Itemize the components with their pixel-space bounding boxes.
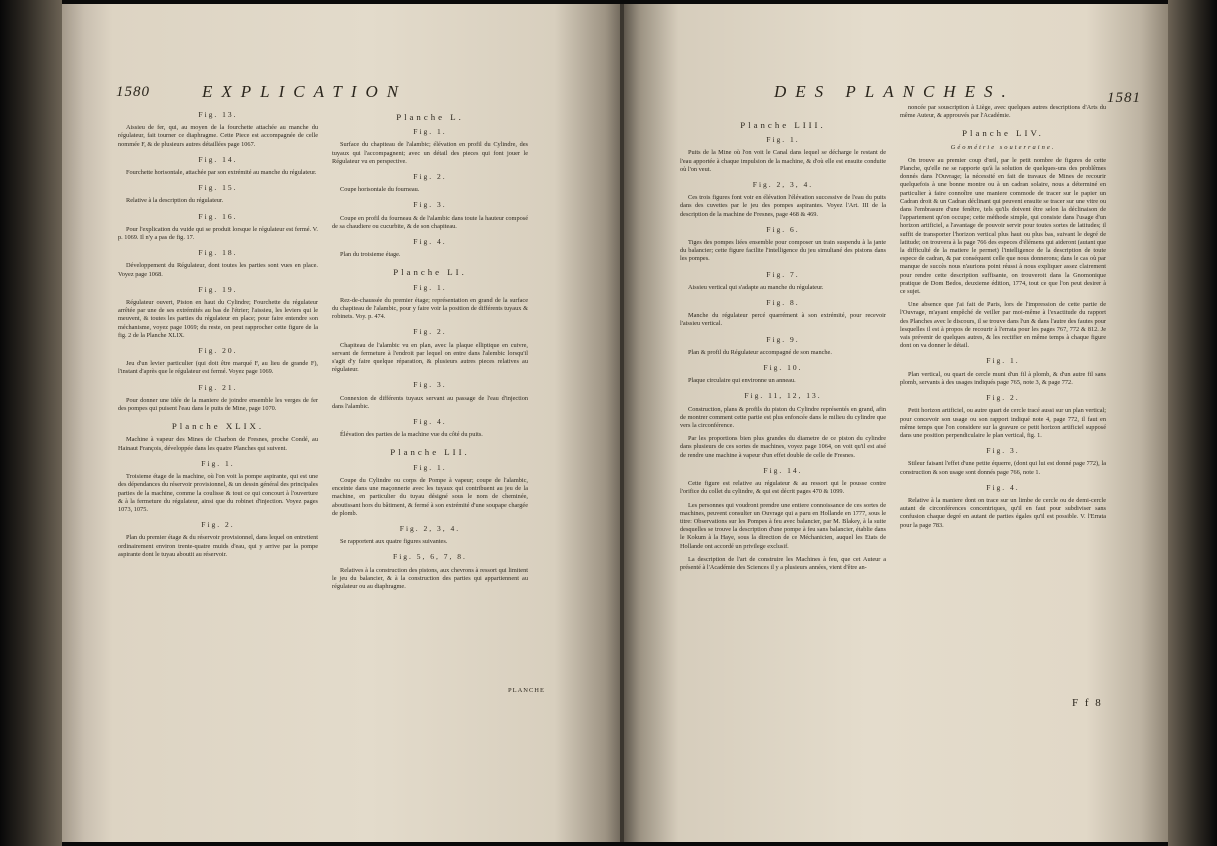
figure-caption: Fig. 19. (198, 284, 238, 294)
paragraph: On trouve au premier coup d'œil, par le petit nombre de figures de cette Planche, qu'elle ne se rapporte qu'à la solution de quelques-uns des problêmes donnés dans l'Ouvrage; la nécessité en fait de travaux de Mines de recourir quelquefois à une bonne montre ou à un cadran solaire, nous a déterminé en particulier à faire connoître une maniere commode de tracer sur le papier un Cadran droit & un Cadran déclinant qui peuvent ensuite se tracer sur une vitre ou dans l'embrasure d'une fenêtre, tels qu'ils doivent être selon la déclinaison de l'appartement qu'on occupe; cette méthode simple, qui consiste dans l'usage d'un horizon artificiel, a l'avantage de pouvoir servir pour toutes sortes de latitudes; il suffit de transporter l'horizon vertical plus haut ou plus bas, suivant le degré de latitude; on trouvera à la page 766 des especes d'élémens qui aideront (autant que la difficulté de la matiere le permet) l'intelligence de la description de toute espece de cadran, & par conséquent celle que nous donnerons; dans le cas où par manque de succès nous n'aurions point réussi à nous expliquer assez clairement pour rendre cette description suffisante, on trouveroit dans la Gnomonique pratique de Dom Bedos, deuxieme édition, 1774, tout ce que l'on peut desirer à ce sujet. (900, 156, 1106, 296)
right-column-2 (900, 104, 1106, 535)
left-column-1 (118, 104, 318, 564)
figure-caption: Fig. 1. (201, 458, 235, 468)
paragraph: Rez-de-chaussée du premier étage; représentation en grand de la surface du chapiteau de l'alambic, pour y faire voir la position de différents tuyaux & robinets. Voy. p. 474. (332, 296, 528, 321)
paragraph: Cette figure est relative au régulateur & au ressort qui le pousse contre l'orifice du collet du cylindre, & qui est décrit pages 470 & 1099. (680, 480, 886, 496)
paragraph: Connexion de différents tuyaux servant au passage de l'eau d'injection dans l'alambic. (332, 394, 528, 410)
section-subheading: Géométrie souterraine. (950, 143, 1056, 151)
figure-caption: Fig. 9. (766, 334, 800, 344)
figure-caption: Fig. 7. (766, 269, 800, 279)
paragraph: Aissieu vertical qui s'adapte au manche du régulateur. (688, 283, 824, 291)
figure-caption: Fig. 1. (413, 127, 447, 137)
paragraph: Relative à la description du régulateur. (126, 197, 224, 205)
book-edge-left (0, 0, 62, 846)
plate-heading: Planche L. (396, 112, 464, 122)
figure-caption: Fig. 4. (413, 417, 447, 427)
right-page (624, 4, 1168, 842)
paragraph: La description de l'art de construire les Machines à feu, que cet Auteur a présenté à l'Académie des Sciences il y a plusieurs années, vient d'être an- (680, 555, 886, 571)
paragraph: Pour donner une idée de la maniere de joindre ensemble les verges de fer des pompes qui puisent l'eau dans le puits de Mine, page 1070. (118, 396, 318, 413)
paragraph: Stileur faisant l'effet d'une petite équerre, (dont qui lui est donné page 772), la construction & son usage sont donnés page 766, note 1. (900, 460, 1106, 476)
left-catchword: PLANCHE (508, 687, 545, 694)
left-column-2 (332, 104, 528, 596)
figure-caption: Fig. 3. (413, 380, 447, 390)
figure-caption: Fig. 18. (198, 248, 238, 258)
figure-caption: Fig. 6. (766, 224, 800, 234)
paragraph: Une absence que j'ai fait de Paris, lors de l'impression de cette partie de l'Ouvrage, m'ayant empêché de veiller par moi-même à l'exactitude du rapport des Planches avec le discours, il se trouve dans l'un & dans l'autre des fautes pour lesquelles il est à propos de recourir à l'errata pour les pages 767, 772 & 812. Je vais prévenir de quelques autres, & les rectifier en même temps à chaque figure dont on va donner le détail. (900, 301, 1106, 350)
paragraph: Plan du premier étage & du réservoir provisionnel, dans lequel on entretient ordinairement environ trente-quatre muids d'eau, qui y arrive par la pompe aspirante dont le tuyau aboutit au réservoir. (118, 534, 318, 558)
signature-mark: F f 8 (1072, 697, 1103, 709)
figure-caption: Fig. 1. (986, 356, 1020, 366)
paragraph: Ces trois figures font voir en élévation l'élévation successive de l'eau du puits dans des cuvettes par le jeu des pompes aspirantes. Voyez l'Art. III de la description de la machine de Fresnes, page 468 & 469. (680, 194, 886, 218)
paragraph: Les personnes qui voudront prendre une entiere connoissance de ces sortes de machines, peuvent consulter un Ouvrage qui a paru en Hollande en 1777, sous le titre: Observations sur les Pompes à feu avec balancier, par M. Blakey, à la suite desquelles se trouve la description d'une pompe à feu sans balancier, établie dans le Kokum à la Haye, sous la direction de ce Méchanicien, auquel les Etats de Hollande ont accordé un privilege exclusif. (680, 501, 886, 550)
paragraph: Plan & profil du Régulateur accompagné de son manche. (688, 348, 832, 356)
paragraph: Troisieme étage de la machine, où l'on voit la pompe aspirante, qui est une des dépendances du réservoir provisionnel, & un dessin général des principales parties de la machine, comme la coulisse & tout ce qui concourt à l'ouverture & à la fermeture du régulateur, ainsi que du robinet d'injection. Voyez pages 1073, 1075. (118, 473, 318, 513)
paragraph: Chapiteau de l'alambic vu en plan, avec la plaque elliptique en cuivre, servant de fermeture à l'endroit par lequel on entre dans l'alembic lorsqu'il s'agit d'y faire quelque réparation, & plusieurs autres pieces relatives au régulateur. (332, 341, 528, 374)
figure-caption: Fig. 4. (986, 482, 1020, 492)
paragraph: Relative à la maniere dont on trace sur un limbe de cercle ou de demi-cercle autant de circonférences concentriques, qu'il en faut pour subdiviser sans confusion chaque degré en autant de parties égales qu'il est possible. V. l'Errata pour la page 783. (900, 496, 1106, 529)
plate-heading: Planche LI. (393, 267, 467, 278)
plate-heading: Planche LIV. (962, 128, 1044, 139)
paragraph: Par les proportions bien plus grandes du diametre de ce piston du cylindre dans plusieurs de ces sortes de machines, voyez page 1064, on voit qu'il est aisé de rendre une machine à vapeur d'un effet double de celle de Fresnes. (680, 435, 886, 459)
paragraph: noncée par souscription à Liège, avec quelques autres descriptions d'Arts du même Auteur, & approuvés par l'Académie. (900, 104, 1106, 120)
paragraph: Se rapportent aux quatre figures suivantes. (340, 538, 448, 546)
figure-caption: Fig. 5, 6, 7, 8. (393, 552, 467, 562)
paragraph: Pour l'explication du vuide qui se produit lorsque le régulateur est fermé. V. p. 1069. Il n'y a pas de fig. 17. (118, 225, 318, 242)
paragraph: Puits de la Mine où l'on voit le Canal dans lequel se décharge le restant de l'eau apportée à chaque impulsion de la machine, & d'où elle est ensuite conduite où l'on veut. (680, 149, 886, 173)
figure-caption: Fig. 2, 3, 4. (752, 180, 814, 190)
figure-caption: Fig. 1. (766, 135, 800, 145)
paragraph: Coupe du Cylindre ou corps de Pompe à vapeur; coupe de l'alambic, enceinte dans une maçonnerie avec les tuyaux qui contribuent au jeu de la machine, en particulier du tuyau désigné sous le nom de cheminée, aboutissant hors du bâtiment, & fermé à son extrémité d'une soupape chargée de plomb. (332, 476, 528, 517)
paragraph: Petit horizon artificiel, ou autre quart de cercle tracé aussi sur un plan vertical; pour concevoir son usage ou son rapport indiqué note 4, page 772, il faut en même temps que l'on considere sur la gravure ce petit horizon artificiel supposé dans une position perpendiculaire le plan vertical, fig. 1. (900, 407, 1106, 439)
left-page-header: EXPLICATION (202, 82, 408, 101)
paragraph: Machine à vapeur des Mines de Charbon de Fresnes, proche Condé, au Hainaut François, développée dans les quatre Planches qui suivent. (118, 436, 318, 452)
figure-caption: Fig. 16. (198, 211, 238, 221)
paragraph: Manche du régulateur percé quarrément à son extrémité, pour recevoir l'aissieu vertical. (680, 312, 886, 328)
figure-caption: Fig. 20. (198, 346, 238, 356)
left-page (62, 4, 622, 842)
paragraph: Développement du Régulateur, dont toutes les parties sont vues en place. Voyez page 1068. (118, 262, 318, 278)
left-page-number: 1580 (116, 84, 150, 100)
figure-caption: Fig. 2. (413, 327, 447, 337)
paragraph: Fourchette horisontale, attachée par son extrémité au manche du régulateur. (126, 169, 317, 177)
paragraph: Surface du chapiteau de l'alambic; élévation en profil du Cylindre, des tuyaux qui l'accompagnent; avec un détail des pieces qui font jouer le Régulateur vu en perspective. (332, 141, 528, 165)
plate-heading: Planche XLIX. (171, 421, 265, 432)
figure-caption: Fig. 8. (766, 298, 800, 308)
right-page-number: 1581 (1107, 90, 1141, 106)
paragraph: Plan vertical, ou quart de cercle muni d'un fil à plomb, & d'un autre fil sans plomb, servants à des usages indiqués page 765, note 3, & page 772. (900, 370, 1106, 386)
figure-caption: Fig. 10. (763, 363, 803, 373)
paragraph: Tiges des pompes liées ensemble pour composer un train suspendu à la jante du balancier; cette figure facilite l'intelligence du jeu simultané des pistons dans les pompes. (680, 239, 886, 263)
figure-caption: Fig. 2, 3, 4. (399, 523, 461, 533)
figure-caption: Fig. 2. (201, 520, 235, 530)
figure-caption: Fig. 2. (413, 172, 447, 182)
figure-caption: Fig. 13. (198, 110, 238, 119)
paragraph: Jeu d'un levier particulier (qui doit être marqué F, au lieu de grande F), l'instant d'après que le régulateur est fermé. Voyez page 1069. (118, 360, 318, 376)
plate-heading: Planche LIII. (740, 120, 826, 130)
paragraph: Plaque circulaire qui environne un anneau. (688, 377, 796, 385)
paragraph: Coupe en profil du fourneau & de l'alambic dans toute la hauteur composé de sa chaudiere ou cucurbite, & de son chapiteau. (332, 214, 528, 230)
paragraph: Plan du troisieme étage. (340, 251, 401, 259)
figure-caption: Fig. 14. (198, 154, 238, 164)
paragraph: Relatives à la construction des pistons, aux chevrons à ressort qui limitent le jeu du balancier, & à la construction des parties qui appartiennent au régulateur ou au diaphragme. (332, 566, 528, 590)
paragraph: Régulateur ouvert, Piston en haut du Cylindre; Fourchette du régulateur arrêtée par une de ses extrémités au bas de l'étrier; l'aissieu, les leviers qui le meuvent, & toutes les parties du régulateur en place; pour faire entendre son méchanisme, voyez page 1069; du reste, on peut rapprocher cette figure de la fig. 2 de la Planche XLIX. (118, 299, 318, 339)
paragraph: Construction, plans & profils du piston du Cylindre représentés en grand, afin de montrer comment cette partie est plus enfoncée dans le milieu du cylindre que vers la circonférence. (680, 405, 886, 430)
figure-caption: Fig. 3. (986, 446, 1020, 456)
open-book (62, 4, 1168, 842)
figure-caption: Fig. 3. (413, 200, 447, 210)
figure-caption: Fig. 4. (413, 237, 447, 247)
figure-caption: Fig. 1. (413, 282, 447, 292)
figure-caption: Fig. 15. (198, 183, 238, 193)
paragraph: Élévation des parties de la machine vue du côté du puits. (340, 431, 483, 439)
book-edge-right (1168, 0, 1217, 846)
right-page-header: DES PLANCHES. (774, 82, 1015, 101)
paragraph: Aissieu de fer, qui, au moyen de la fourchette attachée au manche du régulateur, fait tourner ce diaphragme. Cette Piece est accompagnée de celle nommée F, & de plusieurs autres détaillées page 1067. (118, 124, 318, 148)
figure-caption: Fig. 14. (763, 465, 803, 475)
figure-caption: Fig. 21. (198, 382, 238, 392)
figure-caption: Fig. 1. (413, 462, 447, 472)
figure-caption: Fig. 2. (986, 393, 1020, 403)
paragraph: Coupe horisontale du fourneau. (340, 186, 420, 194)
plate-heading: Planche LII. (390, 447, 470, 458)
right-column-1 (680, 112, 886, 577)
figure-caption: Fig. 11, 12, 13. (744, 391, 822, 401)
